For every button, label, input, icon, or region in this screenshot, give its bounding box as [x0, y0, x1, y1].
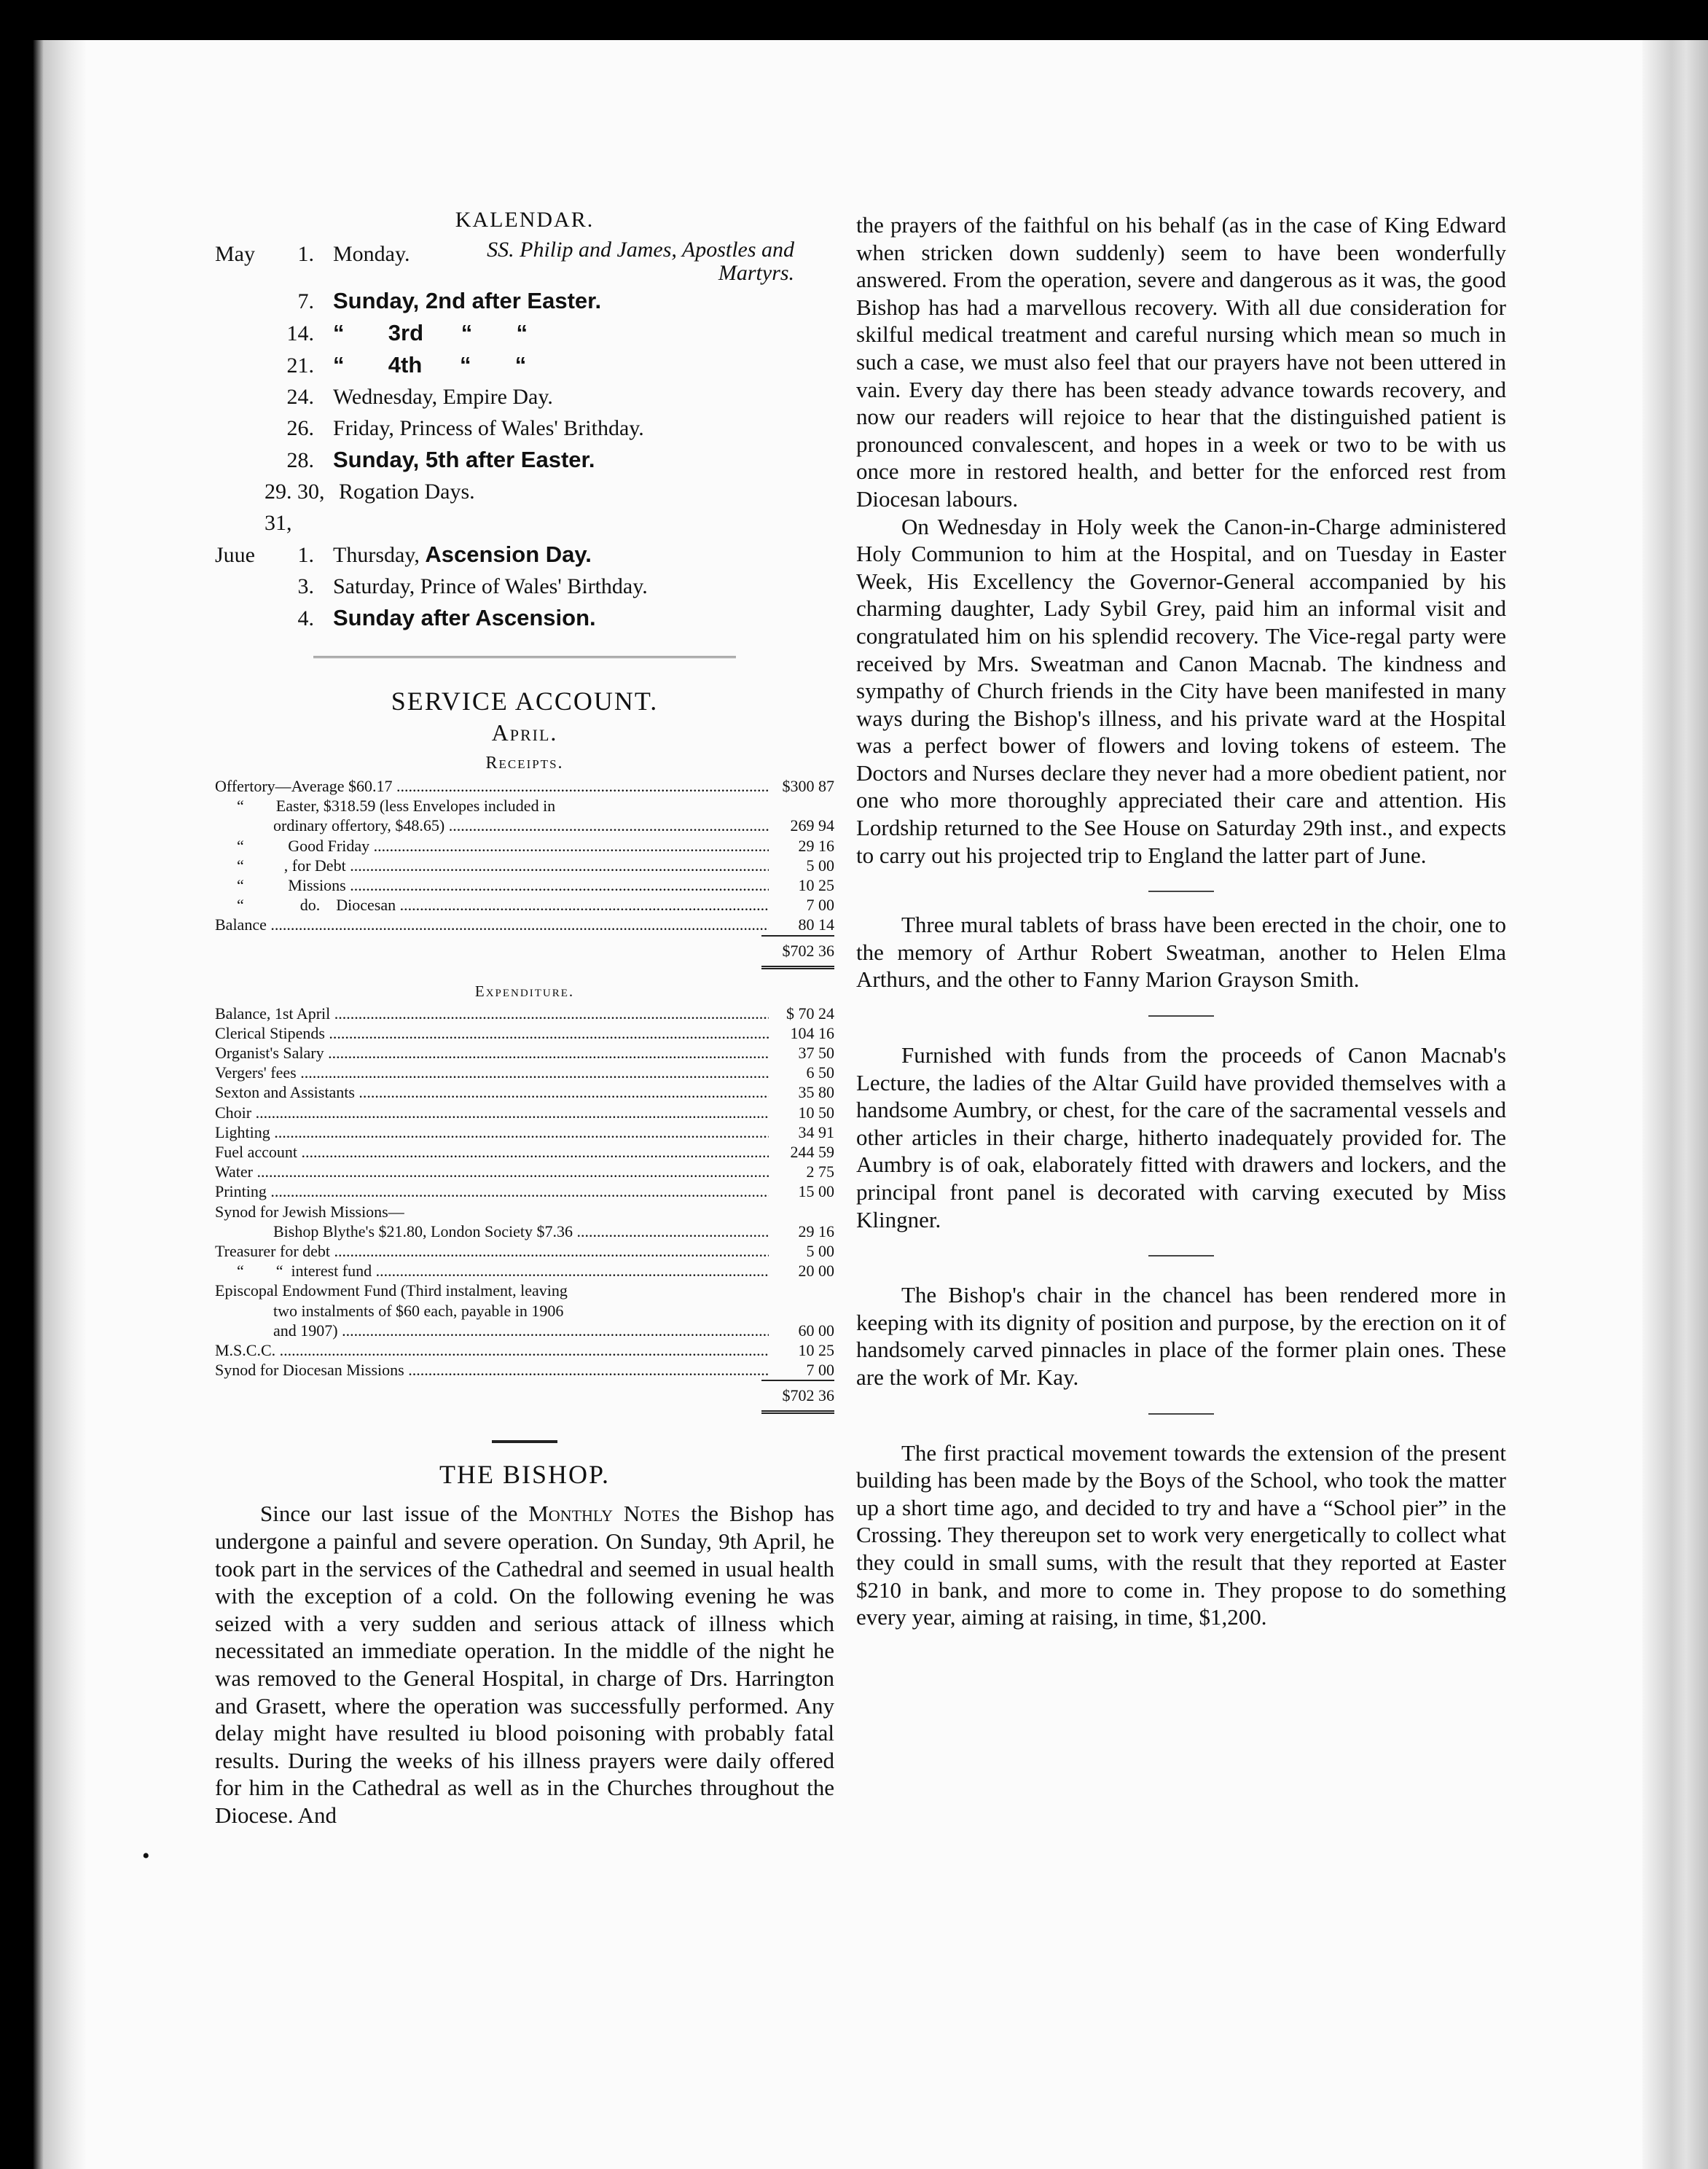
- expenditure-label: Vergers' fees .....: [215, 1063, 769, 1082]
- expenditure-amount: 2 75: [806, 1162, 834, 1181]
- service-account-month: April.: [491, 719, 558, 746]
- expenditure-amount: 34 91: [798, 1122, 834, 1141]
- kalendar-day: 3.: [297, 574, 314, 598]
- kalendar-day: 28.: [286, 448, 314, 472]
- receipt-row: [215, 796, 834, 816]
- expenditure-label: “ “ interest fund .....: [215, 1261, 769, 1281]
- receipts-heading: Receipts.: [485, 754, 564, 773]
- kalendar-entry: [215, 602, 834, 634]
- kalendar-entry: [215, 571, 834, 602]
- bishop-title: THE BISHOP.: [439, 1460, 611, 1490]
- page-binding-shadow: [0, 40, 86, 2169]
- expenditure-row: [215, 1321, 834, 1340]
- bishop-continuation: the prayers of the faithful on his behalf (as in the case of King Edward when stricken down suddenly) seem to have been wonderfully answered. From the operation, severe and dangerous as it was, the good Bishop has had a marvellous recovery. With all due consideration for skilful medical treatment and careful nursing which mean so much in such a case, we must also feel that our prayers have not been uttered in vain. Every day there has been steady advance towards recovery, and now our readers will rejoice to hear that the distinguished patient is pronounced convalescent, and hopes in a week or two to be with us once more in restored health, and better for the enforced rest from Diocesan labours.: [856, 212, 1506, 512]
- divider: [313, 656, 736, 661]
- bishop-lead: Since our last issue of the: [260, 1501, 518, 1527]
- expenditure-label: Treasurer for debt .....: [215, 1241, 769, 1261]
- kalendar-day: 29. 30, 31,: [265, 480, 325, 535]
- receipt-row: [215, 776, 834, 796]
- kalendar-sunday: Ascension Day.: [425, 542, 592, 567]
- bishops-chair-paragraph: The Bishop's chair in the chancel has been rendered more in keeping with its dignity of position and purpose, by the erection on it of handsomely carved pinnacles in place of the former plain ones. These are the work of Mr. Kay.: [856, 1282, 1506, 1390]
- receipt-label: Balance .....: [215, 915, 769, 934]
- expenditure-row: [215, 1162, 834, 1181]
- expenditure-amount: 5 00: [806, 1242, 834, 1261]
- expenditure-amount: 15 00: [798, 1182, 834, 1201]
- kalendar-sunday: “ 3rd “ “: [333, 320, 528, 345]
- divider: [1148, 891, 1214, 892]
- expenditure-row: [215, 1004, 834, 1023]
- expenditure-total-value: $702 36: [761, 1380, 834, 1414]
- kalendar-entry: [215, 444, 834, 476]
- kalendar-entry: [215, 238, 834, 285]
- expenditure-label: Synod for Diocesan Missions .....: [215, 1360, 769, 1380]
- receipts-total-value: $702 36: [761, 935, 834, 969]
- divider: [1148, 1255, 1214, 1257]
- expenditure-label: Sexton and Assistants .....: [215, 1082, 769, 1102]
- expenditure-label: Clerical Stipends .....: [215, 1023, 769, 1043]
- tablets-paragraph: Three mural tablets of brass have been erected in the choir, one to the memory of Arthur Robert Sweatman, another to Helen Elma Arthurs, and the other to Fanny Marion Grayson Smith.: [856, 912, 1506, 993]
- service-account-title: SERVICE ACCOUNT.: [391, 687, 659, 716]
- expenditure-amount: 7 00: [806, 1361, 834, 1380]
- receipt-label: ordinary offertory, $48.65) .....: [215, 816, 769, 835]
- receipt-label: “ Good Friday .....: [215, 836, 769, 856]
- kalendar-title: KALENDAR.: [455, 208, 595, 232]
- expenditure-label: Fuel account .....: [215, 1142, 769, 1162]
- expenditure-amount: 20 00: [798, 1262, 834, 1281]
- expenditure-row: [215, 1202, 834, 1222]
- kalendar-text: Wednesday, Empire Day.: [333, 385, 553, 409]
- extension-paragraph: The first practical movement towards the extension of the present building has been made by the Boys of the School, who took the matter up a short time ago, and decided to try and have a “School pier” in the Crossing. They thereupon set to work very energetically to collect what they could in small sums, with the result that they reported at Easter $210 in bank, and more to come in. They propose to do something every year, aiming at raising, in time, $1,200.: [856, 1439, 1506, 1630]
- kalendar-entry: [215, 539, 834, 571]
- receipt-row: [215, 856, 834, 875]
- expenditure-label: Printing .....: [215, 1181, 769, 1201]
- kalendar-day: 26.: [286, 416, 314, 440]
- kalendar-sunday: Sunday, 2nd after Easter.: [333, 288, 602, 313]
- expenditure-row: [215, 1241, 834, 1261]
- expenditure-label: Organist's Salary .....: [215, 1043, 769, 1063]
- receipt-label: “ , for Debt .....: [215, 856, 769, 875]
- expenditure-label: Choir .....: [215, 1103, 769, 1122]
- kalendar-entry: [215, 413, 834, 444]
- receipt-amount: $300 87: [782, 777, 834, 795]
- receipt-amount: 29 16: [798, 836, 834, 855]
- expenditure-row: [215, 1023, 834, 1043]
- expenditure-label: M.S.C.C. .....: [215, 1340, 769, 1360]
- monthly-notes: Monthly Notes: [528, 1501, 681, 1527]
- expenditure-amount: 29 16: [798, 1222, 834, 1240]
- kalendar-entry: [215, 317, 834, 349]
- expenditure-label: Synod for Jewish Missions—: [215, 1202, 404, 1221]
- expenditure-label: Balance, 1st April .....: [215, 1004, 769, 1023]
- kalendar-list: [215, 238, 834, 634]
- receipt-row: [215, 915, 834, 934]
- kalendar-sunday: “ 4th “ “: [333, 352, 527, 378]
- expenditure-amount: 37 50: [798, 1044, 834, 1063]
- expenditure-amount: 10 25: [798, 1341, 834, 1360]
- kalendar-day: 21.: [286, 353, 314, 378]
- divider: [1148, 1015, 1214, 1017]
- bishop-body: the Bishop has undergone a painful and severe operation. On Sunday, 9th April, he took part in the services of the Cathedral and seemed in usual health with the exception of a cold. On the following evening he was seized with a very sudden and serious attack of illness which necessitated an immediate operation. In the middle of the night he was removed to the General Hospital, in charge of Drs. Harrington and Grasett, where the operation was successfully performed. Any delay might have resulted iu blood poisoning with probably fatal results. During the weeks of his illness prayers were daily offered for him in the Cathedral as well as in the Churches throughout the Diocese. And: [215, 1501, 834, 1829]
- kalendar-entry: [215, 381, 834, 413]
- expenditure-row: [215, 1181, 834, 1201]
- expenditure-row: [215, 1043, 834, 1063]
- receipts-total: [215, 935, 834, 969]
- kalendar-entry: [215, 285, 834, 317]
- kalendar-day: 24.: [286, 385, 314, 409]
- margin-bullet: •: [142, 1844, 150, 1868]
- kalendar-day: 7.: [297, 289, 314, 313]
- kalendar-entry: [215, 349, 834, 381]
- receipt-row: [215, 895, 834, 915]
- receipt-amount: 269 94: [790, 816, 834, 835]
- kalendar-text: Rogation Days.: [339, 480, 475, 504]
- expenditure-amount: 104 16: [790, 1023, 834, 1042]
- expenditure-heading: Expenditure.: [474, 982, 575, 1000]
- kalendar-month: Juue: [215, 543, 255, 567]
- expenditure-row: [215, 1261, 834, 1281]
- kalendar-text: Thursday,: [333, 543, 420, 567]
- receipt-label: “ Easter, $318.59 (less Envelopes included in: [237, 797, 556, 816]
- receipt-label: Offertory—Average $60.17 .....: [215, 776, 769, 796]
- left-column: [215, 208, 834, 1829]
- expenditure-label: Water .....: [215, 1162, 769, 1181]
- kalendar-day: 14.: [286, 321, 314, 345]
- kalendar-text: Monday.: [333, 242, 410, 266]
- expenditure-row: [215, 1063, 834, 1082]
- expenditure-amount: 244 59: [790, 1143, 834, 1162]
- receipt-amount: 80 14: [798, 915, 834, 934]
- receipt-amount: 5 00: [806, 856, 834, 875]
- receipt-row: [215, 875, 834, 895]
- expenditure-amount: 10 50: [798, 1103, 834, 1122]
- expenditure-label: and 1907) .....: [215, 1321, 769, 1340]
- expenditure-row: [215, 1222, 834, 1241]
- receipt-row: [215, 836, 834, 856]
- kalendar-month: May: [215, 242, 255, 266]
- expenditure-row: [215, 1122, 834, 1142]
- receipt-row: [215, 816, 834, 835]
- receipt-label: “ Missions .....: [215, 875, 769, 895]
- kalendar-day: 1.: [297, 543, 314, 567]
- divider: [492, 1440, 557, 1443]
- kalendar-sunday: Sunday, 5th after Easter.: [333, 447, 595, 472]
- kalendar-day: 4.: [297, 606, 314, 630]
- kalendar-text: Friday, Princess of Wales' Brithday.: [333, 416, 644, 440]
- expenditure-list: [215, 1004, 834, 1380]
- receipt-label: “ do. Diocesan .....: [215, 895, 769, 915]
- expenditure-total: [215, 1380, 834, 1414]
- divider: [1148, 1413, 1214, 1415]
- expenditure-row: [215, 1082, 834, 1102]
- expenditure-row: [215, 1301, 834, 1321]
- aumbry-paragraph: Furnished with funds from the proceeds of Canon Macnab's Lecture, the ladies of the Altar Guild have provided themselves with a handsome Aumbry, or chest, for the care of the sacramental vessels and other articles in their charge, hitherto inadequately provided for. The Aumbry is of oak, elaborately fitted with drawers and lockers, and the principal front panel is decorated with carving executed by Miss Klingner.: [856, 1042, 1506, 1232]
- expenditure-row: [215, 1360, 834, 1380]
- expenditure-row: [215, 1103, 834, 1122]
- receipt-amount: 7 00: [806, 896, 834, 915]
- expenditure-row: [215, 1281, 834, 1300]
- expenditure-label: Lighting .....: [215, 1122, 769, 1142]
- bishop-paragraph: [215, 1500, 834, 1829]
- expenditure-amount: $ 70 24: [786, 1004, 834, 1023]
- expenditure-label: Episcopal Endowment Fund (Third instalment, leaving: [215, 1281, 568, 1300]
- kalendar-day: 1.: [297, 242, 314, 266]
- kalendar-sunday: Sunday after Ascension.: [333, 605, 596, 630]
- right-column: [856, 211, 1506, 1631]
- expenditure-label: Bishop Blythe's $21.80, London Society $7.36 .....: [215, 1222, 769, 1241]
- expenditure-amount: 60 00: [798, 1321, 834, 1340]
- expenditure-row: [215, 1142, 834, 1162]
- expenditure-label: two instalments of $60 each, payable in 1906: [273, 1301, 564, 1320]
- expenditure-amount: 35 80: [798, 1083, 834, 1102]
- kalendar-entry: [215, 476, 834, 539]
- kalendar-text: Saturday, Prince of Wales' Birthday.: [333, 574, 648, 598]
- receipt-amount: 10 25: [798, 876, 834, 895]
- page-right-edge: [1642, 40, 1708, 2169]
- expenditure-amount: 6 50: [806, 1063, 834, 1082]
- expenditure-row: [215, 1340, 834, 1360]
- receipts-list: [215, 776, 834, 935]
- kalendar-feast: SS. Philip and James, Apostles and Martyrs.: [487, 238, 795, 285]
- holy-week-paragraph: On Wednesday in Holy week the Canon-in-Charge administered Holy Communion to him at the Hospital, and on Tuesday in Easter Week, His Excellency the Governor-General accompanied by his charming daughter, Lady Sybil Grey, paid him an informal visit and congratulated him on his splendid recovery. The Vice-regal party were received by Mrs. Sweatman and Canon Macnab. The kindness and sympathy of Church friends in the City have been manifested in many ways during the Bishop's illness, and his private ward at the Hospital was a perfect bower of flowers and loving tokens of esteem. The Doctors and Nurses declare they never had a more obedient patient, nor one who more thoroughly appreciated their care and attention. His Lordship returned to the See House on Saturday 29th inst., and expects to carry out his projected trip to England the latter part of June.: [856, 513, 1506, 868]
